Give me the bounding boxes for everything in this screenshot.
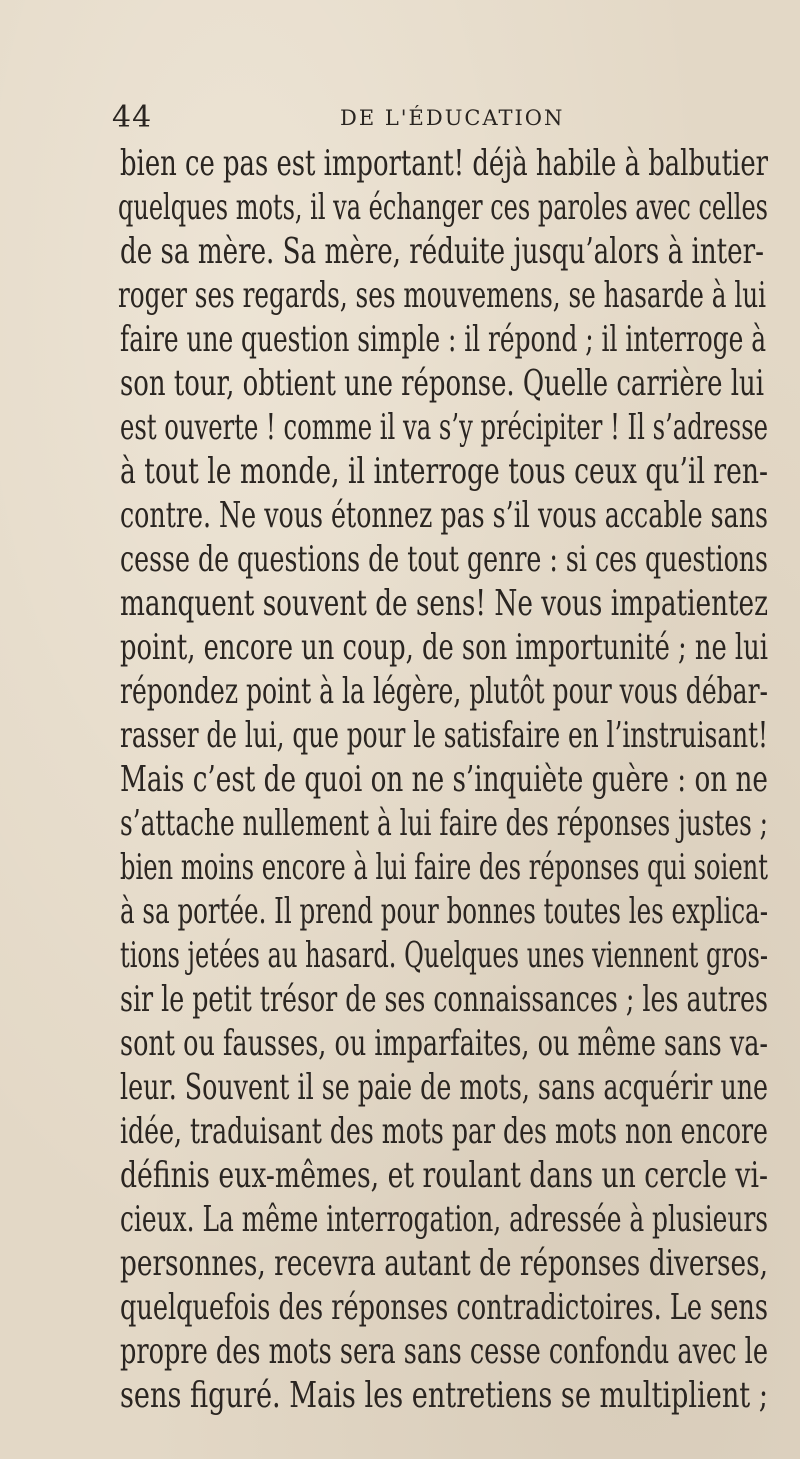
text-line: s’attache nullement à lui faire des réponses justes ;	[120, 803, 769, 844]
text-line: quelquefois des réponses contradictoires. Le sens	[120, 1287, 768, 1328]
text-line: sont ou fausses, ou imparfaites, ou même sans va-	[120, 1023, 769, 1064]
text-line: faire une question simple : il répond ; il interroge à	[120, 319, 767, 360]
text-line: bien moins encore à lui faire des réponses qui soient	[120, 847, 768, 888]
text-line: leur. Souvent il se paie de mots, sans acquérir une	[120, 1067, 769, 1108]
text-line: définis eux-mêmes, et roulant dans un cercle vi-	[120, 1155, 768, 1196]
text-line: bien ce pas est important! déjà habile à balbutier	[120, 143, 768, 184]
text-line: répondez point à la légère, plutôt pour vous débar-	[120, 671, 769, 712]
text-line: à tout le monde, il interroge tous ceux qu’il ren-	[120, 451, 769, 492]
text-line: cesse de questions de tout genre : si ces questions	[120, 539, 769, 580]
text-line: propre des mots sera sans cesse confondu avec le	[120, 1331, 768, 1372]
page-header	[112, 100, 712, 140]
text-line: quelques mots, il va échanger ces paroles avec celles	[118, 187, 769, 228]
text-line: contre. Ne vous étonnez pas s’il vous accable sans	[120, 495, 768, 536]
text-line: roger ses regards, ses mouvemens, se hasarde à lui	[118, 275, 767, 316]
text-line: personnes, recevra autant de réponses diverses,	[120, 1243, 769, 1284]
text-line: point, encore un coup, de son importunité ; ne lui	[120, 627, 769, 668]
running-head: DE L'ÉDUCATION	[340, 106, 565, 130]
text-line: son tour, obtient une réponse. Quelle carrière lui	[120, 363, 764, 404]
text-line: cieux. La même interrogation, adressée à plusieurs	[120, 1199, 769, 1240]
text-line: idée, traduisant des mots par des mots non encore	[120, 1111, 768, 1152]
text-line: est ouverte ! comme il va s’y précipiter ! Il s’adresse	[120, 407, 769, 448]
text-line: sir le petit trésor de ses connaissances ; les autres	[120, 979, 768, 1020]
text-line: manquent souvent de sens! Ne vous impatientez	[120, 583, 768, 624]
text-line: à sa portée. Il prend pour bonnes toutes les explica-	[120, 891, 768, 932]
text-line: tions jetées au hasard. Quelques unes viennent gros-	[120, 935, 769, 976]
page-number: 44	[112, 100, 153, 135]
text-line: de sa mère. Sa mère, réduite jusqu’alors à inter-	[120, 231, 764, 272]
text-line: rasser de lui, que pour le satisfaire en l’instruisant!	[120, 715, 768, 756]
text-line: sens figuré. Mais les entretiens se multiplient ;	[120, 1375, 768, 1416]
text-line: Mais c’est de quoi on ne s’inquiète guère : on ne	[120, 759, 768, 800]
